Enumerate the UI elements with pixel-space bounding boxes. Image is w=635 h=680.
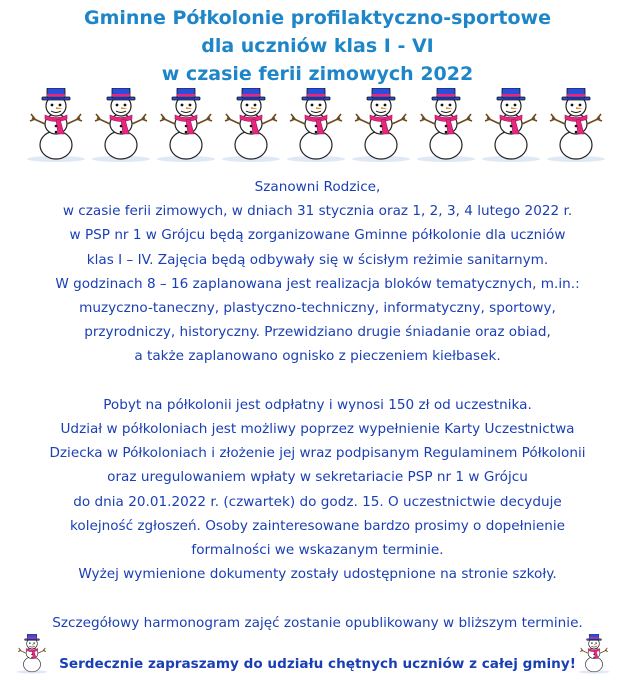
snowman-icon xyxy=(416,88,476,163)
text-line: w czasie ferii zimowych, w dniach 31 stycznia oraz 1, 2, 3, 4 lutego 2022 r. xyxy=(62,203,573,220)
text-line: Dziecka w Półkoloniach i złożenie jej wraz podpisanym Regulaminem Półkolonii xyxy=(49,445,586,462)
text-line: w PSP nr 1 w Grójcu będą zorganizowane Gminne półkolonie dla uczniów xyxy=(69,227,566,244)
text-line: W godzinach 8 – 16 zaplanowana jest realizacja bloków tematycznych, m.in.: xyxy=(55,275,580,292)
closing-invitation: Serdecznie zapraszamy do udziału chętnych uczniów z całej gminy! xyxy=(59,656,576,672)
text-line: Wyżej wymienione dokumenty zostały udostępnione na stronie szkoły. xyxy=(78,566,557,583)
text-line: przyrodniczy, historyczny. Przewidziano drugie śniadanie oraz obiad, xyxy=(84,324,551,341)
page-subtitle: dla uczniów klas I - VI xyxy=(201,35,434,57)
page-subtitle-date: w czasie ferii zimowych 2022 xyxy=(161,63,474,85)
snowman-icon xyxy=(221,88,281,163)
text-line: do dnia 20.01.2022 r. (czwartek) do godz. 15. O uczestnictwie decyduje xyxy=(73,493,562,510)
snowman-icon xyxy=(546,88,606,163)
text-line: muzyczno-taneczny, plastyczno-techniczny, informatyczny, sportowy, xyxy=(79,300,556,317)
snowman-icon xyxy=(156,88,216,163)
snowman-icon xyxy=(26,88,86,163)
text-line: formalności we wskazanym terminie. xyxy=(191,542,444,559)
snowman-icon xyxy=(351,88,411,163)
text-line: klas I – IV. Zajęcia będą odbywały się w ścisłym reżimie sanitarnym. xyxy=(86,251,549,268)
text-line: Udział w półkoloniach jest możliwy poprzez wypełnienie Karty Uczestnictwa xyxy=(60,421,575,438)
snowman-icon xyxy=(286,88,346,163)
greeting: Szanowni Rodzice, xyxy=(254,179,381,195)
text-line: a także zaplanowano ognisko z pieczeniem kiełbasek. xyxy=(134,348,501,365)
snowman-decoration-row xyxy=(26,88,616,163)
text-line: Pobyt na półkolonii jest odpłatny i wynosi 150 zł od uczestnika. xyxy=(103,396,532,413)
page-title: Gminne Półkolonie profilaktyczno-sportowe xyxy=(83,7,551,29)
snowman-icon xyxy=(91,88,151,163)
text-line: oraz uregulowaniem wpłaty w sekretariacie PSP nr 1 w Grójcu xyxy=(107,469,528,486)
text-line: Szczegółowy harmonogram zajęć zostanie opublikowany w bliższym terminie. xyxy=(52,614,583,631)
letter-body xyxy=(0,175,635,635)
snowman-icon xyxy=(481,88,541,163)
text-line: kolejność zgłoszeń. Osoby zainteresowane bardzo prosimy o dopełnienie xyxy=(69,517,566,534)
